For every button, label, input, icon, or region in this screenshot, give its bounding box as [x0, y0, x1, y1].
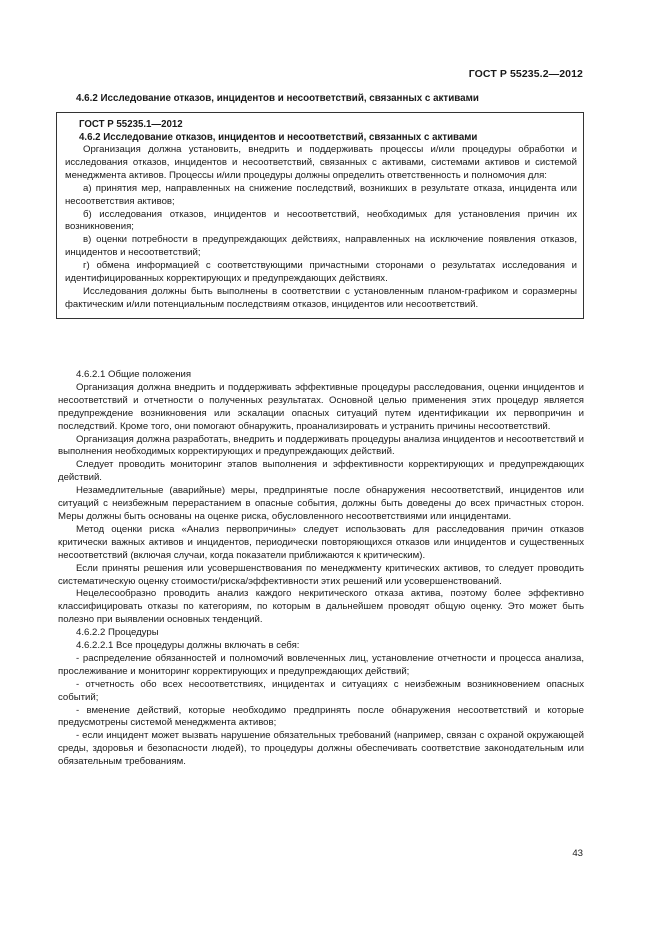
body-paragraph: Организация должна разработать, внедрить и поддерживать процедуры анализа инцидентов и несоответствий и выполнения необходимых корректирующих и предупреждающих действий.: [58, 433, 584, 458]
section-heading: 4.6.2 Исследование отказов, инцидентов и несоответствий, связанных с активами: [76, 93, 479, 104]
reference-standard-title: ГОСТ Р 55235.1—2012: [79, 119, 183, 130]
body-paragraph: Организация должна внедрить и поддерживать эффективные процедуры расследования, оценки инцидентов и несоответствий и отчетности о полученных результатах. Основной целью применения этих процедур является предупреждение возникновения или эскалации опасных ситуаций путем идентификации их первопричин и последствий. Кроме того, они помогают обнаружить, проанализировать и устранить причины несоответствий.: [58, 381, 584, 432]
subsection-heading: 4.6.2.1 Общие положения: [76, 369, 192, 380]
body-paragraph: Незамедлительные (аварийные) меры, предпринятые после обнаружения несоответствий, инцидентов или ситуаций с неизбежным перерастанием в опасные события, должны быть доведены до всех причастных сторон. Меры должны быть основаны на оценке риска, обусловленного несоответствиями или инцидентами.: [58, 485, 584, 522]
reference-paragraph: Организация должна установить, внедрить и поддерживать процессы и/или процедуры обработки и исследования отказов, инцидентов и несоответствий, связанных с активами, системами активов и системой менеджмента активов. Процессы и/или процедуры должны определить ответственность и полномочия для:: [65, 144, 577, 181]
reference-standard-box: [56, 112, 584, 319]
body-paragraph: Метод оценки риска «Анализ первопричины» следует использовать для расследования причин отказов критически важных активов и инцидентов, периодически повторяющихся отказов или инцидентов и существенных несоответствий (включая случаи, когда показатели приближаются к критическим).: [58, 523, 584, 561]
body-paragraph: Если приняты решения или усовершенствования по менеджменту критических активов, то следует проводить систематическую оценку стоимости/риска/эффективности этих решений или усовершенствований.: [58, 562, 584, 587]
list-item: - распределение обязанностей и полномочий вовлеченных лиц, установление отчетности и процесса анализа, прослеживание и мониторинг корректирующих и предупреждающих действий;: [58, 652, 584, 677]
list-item: - отчетность обо всех несоответствиях, инцидентах и ситуациях с неизбежным возникновением опасных событий;: [58, 678, 584, 703]
reference-list-item: г) обмена информацией с соответствующими причастными сторонами о результатах исследования и идентифицированных корректирующих и предупреждающих действиях.: [65, 260, 577, 285]
body-paragraph: 4.6.2.2.1 Все процедуры должны включать в себя:: [76, 640, 300, 652]
page-number: 43: [572, 848, 583, 859]
reference-section-heading: 4.6.2 Исследование отказов, инцидентов и несоответствий, связанных с активами: [79, 132, 478, 143]
reference-list-item: б) исследования отказов, инцидентов и несоответствий, необходимых для установления причин их возникновения;: [65, 208, 577, 233]
reference-list-item: в) оценки потребности в предупреждающих действиях, направленных на исключение появления отказов, инцидентов и несоответствий;: [65, 234, 577, 259]
subsection-heading: 4.6.2.2 Процедуры: [76, 627, 159, 639]
main-body-text: [58, 369, 584, 769]
reference-paragraph: Исследования должны быть выполнены в соответствии с установленным планом-графиком и соразмерны фактическим и/или потенциальным последствиям отказов, инцидентов или несоответствий.: [65, 285, 577, 310]
reference-list-item: а) принятия мер, направленных на снижение последствий, возникших в результате отказа, инцидента или несоответствия активов;: [65, 182, 577, 207]
list-item: - вменение действий, которые необходимо предпринять после обнаружения несоответствий и которые предусмотрены системой менеджмента активов;: [58, 704, 584, 729]
body-paragraph: Нецелесообразно проводить анализ каждого некритического отказа актива, поэтому более эффективно классифицировать отказы по категориям, по которым в дальнейшем проводят общую оценку. Это может быть полезно при выявлении основных тенденций.: [58, 588, 584, 626]
body-paragraph: Следует проводить мониторинг этапов выполнения и эффективности корректирующих и предупреждающих действий.: [58, 459, 584, 484]
list-item: - если инцидент может вызвать нарушение обязательных требований (например, связан с охраной окружающей среды, здоровья и безопасности людей), то процедуры должны обеспечивать соответствие законодательным или обязательным требованиям.: [58, 730, 584, 768]
standard-code-header: ГОСТ Р 55235.2—2012: [468, 68, 583, 80]
